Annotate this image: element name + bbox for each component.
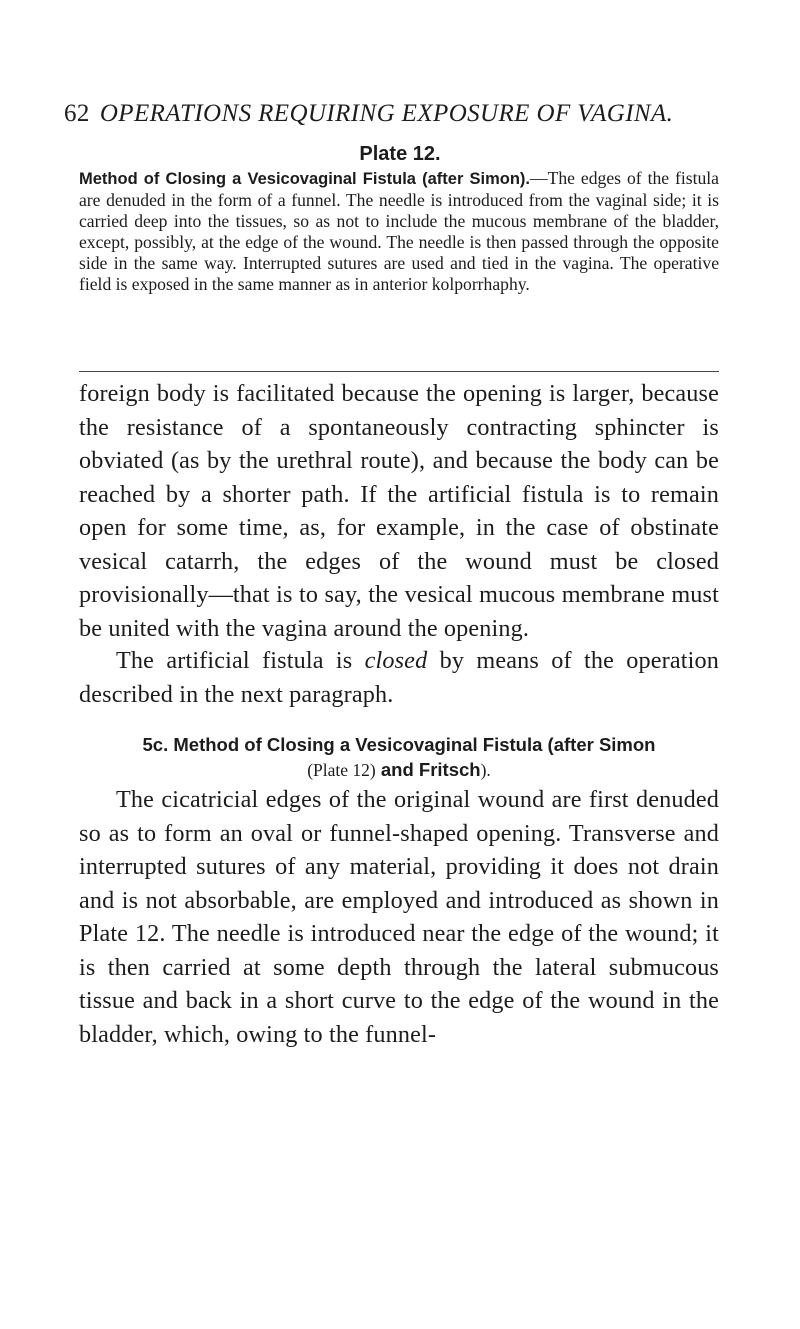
- running-head-title: OPERATIONS REQUIRING EXPOSURE OF VAGINA.: [99, 100, 674, 127]
- section-heading: [79, 732, 719, 783]
- paragraph-artificial-fistula-start: The artificial fistula is: [116, 647, 365, 674]
- plate-caption: [79, 168, 719, 295]
- page-number: 62: [64, 100, 90, 127]
- caption-divider: [79, 371, 719, 372]
- plate-title: Plate 12.: [359, 143, 441, 165]
- plate-caption-text: —The edges of the fistula are denuded in the form of a funnel. The needle is introduced from the vaginal side; it is carried deep into the tissues, so as not to include the mucous membrane of the bladder, except, possibly, at the edge of the wound. The needle is then passed through the opposite side in the same way. Interrupted sutures are used and tied in the vagina. The operative field is exposed in the same manner as in anterior kolporrhaphy.: [79, 168, 719, 294]
- section-plate-ref: (Plate 12): [307, 760, 376, 780]
- section-title: Method of Closing a Vesicovaginal Fistula (after Simon: [173, 734, 656, 755]
- section-heading-close: ).: [480, 760, 491, 780]
- section-and-fritsch: and Fritsch: [380, 759, 481, 780]
- plate-caption-lead: Method of Closing a Vesicovaginal Fistula (after Simon).: [79, 170, 531, 188]
- running-head: [64, 100, 744, 128]
- paragraph-foreign-body: foreign body is facilitated because the opening is larger, because the resistance of a spontaneously contracting sphincter is obviated (as by the urethral route), and because the body can be reached by a shorter path. If the artificial fistula is to remain open for some time, as, for example, in the case of obstinate vesical catarrh, the edges of the wound must be closed provisionally—that is to say, the vesical mucous membrane must be united with the vagina around the opening.: [79, 380, 719, 642]
- emphasis-closed: closed: [364, 647, 428, 674]
- paragraph-artificial-fistula-end: by means of the operation described in the next paragraph.: [79, 647, 720, 708]
- paragraph-cicatricial-edges: The cicatricial edges of the original wound are first denuded so as to form an oval or funnel-shaped opening. Transverse and interrupted sutures of any material, providing it does not drain and is not absorbable, are employed and introduced as shown in Plate 12. The needle is introduced near the edge of the wound; it is then carried at some depth through the lateral submucous tissue and back in a short curve to the edge of the wound in the bladder, which, owing to the funnel-: [79, 786, 719, 1048]
- section-number: 5c.: [142, 734, 169, 755]
- paragraph-artificial-fistula: [79, 644, 719, 711]
